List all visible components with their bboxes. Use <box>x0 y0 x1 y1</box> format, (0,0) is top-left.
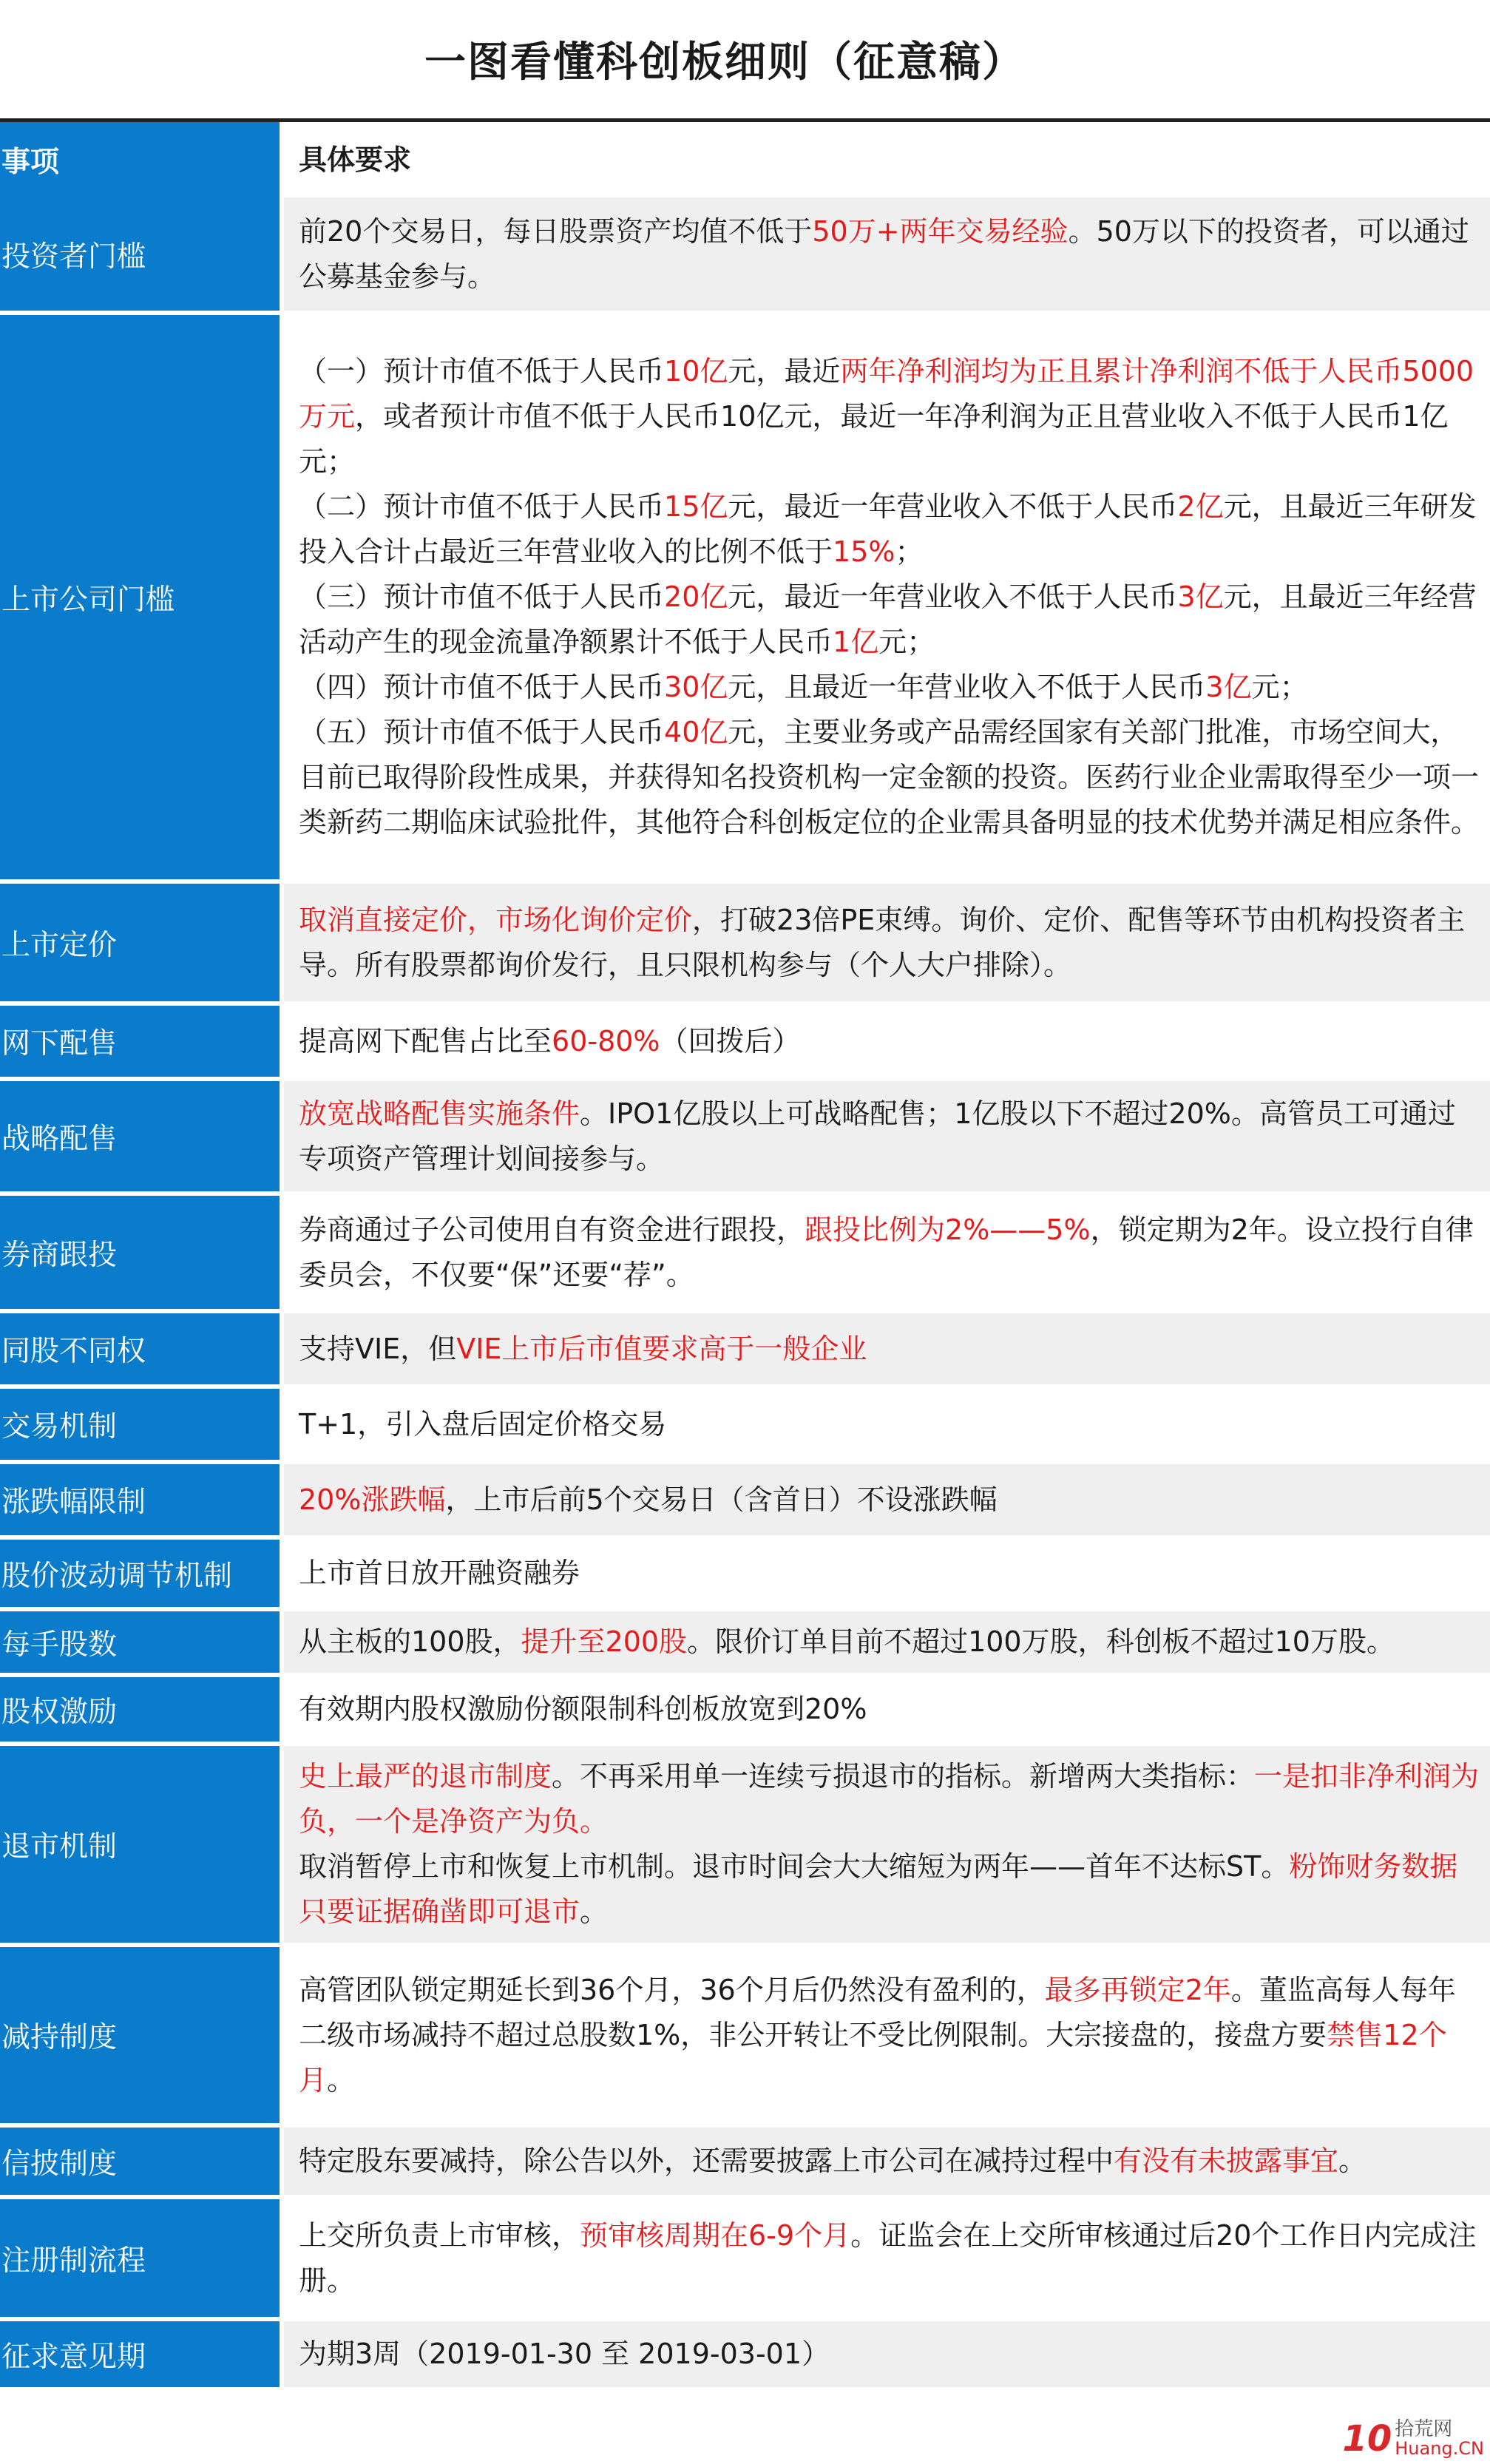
detail-text: 。不再采用单一连续亏损退市的指标。新增两大类指标： <box>552 1760 1255 1793</box>
detail-text: ，上市后前5个交易日（含首日）不设涨跌幅 <box>445 1483 998 1516</box>
detail-text: T+1，引入盘后固定价格交易 <box>299 1407 667 1441</box>
table-row <box>0 1196 1490 1309</box>
detail-text: 从主板的100股， <box>299 1625 521 1658</box>
detail-paragraph <box>299 209 1480 299</box>
detail-text: 。50万以下的投资者，可以通过公募基金参与。 <box>299 214 1469 293</box>
detail-text: 元，且最近一年营业收入不低于人民币 <box>728 671 1206 703</box>
detail-paragraph <box>299 1551 1480 1596</box>
highlight-text: 20亿 <box>664 581 728 613</box>
highlight-text: 1亿 <box>833 626 879 658</box>
detail-text: 元； <box>878 626 935 658</box>
highlight-text: 3亿 <box>1205 671 1252 703</box>
row-label: 券商跟投 <box>0 1196 280 1309</box>
detail-text: ； <box>895 535 924 568</box>
detail-paragraph <box>299 1327 1480 1372</box>
detail-paragraph <box>299 1402 1480 1447</box>
detail-text: 元，且最近三年经营活动产生的现金流量净额累计不低于人民币 <box>299 581 1477 658</box>
header-detail: 具体要求 <box>299 143 412 176</box>
row-label: 注册制流程 <box>0 2199 280 2317</box>
row-detail <box>284 1006 1490 1077</box>
detail-paragraph <box>299 2213 1480 2304</box>
table-row <box>0 1677 1490 1742</box>
row-detail <box>284 197 1490 311</box>
highlight-text: 两年净利润均为正且累计净利润不低于人民币5000万元 <box>299 355 1474 433</box>
table-row <box>0 315 1490 879</box>
row-detail <box>284 1464 1490 1535</box>
detail-text: 前20个交易日，每日股票资产均值不低于 <box>299 214 813 248</box>
logo-cn: 拾荒网 <box>1395 2418 1453 2440</box>
row-detail <box>284 1081 1490 1191</box>
row-detail <box>284 315 1490 879</box>
table-row <box>0 1540 1490 1607</box>
row-label: 征求意见期 <box>0 2321 280 2387</box>
row-label: 信披制度 <box>0 2128 280 2195</box>
table-row <box>0 1313 1490 1384</box>
table-row <box>0 884 1490 1001</box>
detail-paragraph <box>299 1208 1480 1298</box>
highlight-text: 最多再锁定2年 <box>1044 1973 1231 2006</box>
detail-text: 元，主要业务或产品需经国家有关部门批准，市场空间大，目前已取得阶段性成果，并获得知名投资机构一定金额的投资。医药行业企业需取得至少一项一类新药二期临床试验批件，其他符合科创板定位的企业需具备明显的技术优势并满足相应条件。 <box>299 716 1480 839</box>
row-label: 交易机制 <box>0 1389 280 1460</box>
detail-text: 。 <box>580 1895 609 1928</box>
rules-table <box>0 122 1490 2387</box>
highlight-text: 取消直接定价，市场化询价定价 <box>299 903 693 936</box>
highlight-text: 跟投比例为2%——5% <box>805 1213 1091 1246</box>
detail-text: （三）预计市值不低于人民币 <box>299 581 665 613</box>
logo-en: Huang.CN <box>1395 2438 1484 2459</box>
row-label: 涨跌幅限制 <box>0 1464 280 1535</box>
table-row <box>0 1611 1490 1673</box>
detail-text: 元，且最近三年研发投入合计占最近三年营业收入的比例不低于 <box>299 490 1477 568</box>
table-row <box>0 1746 1490 1943</box>
highlight-text: 15% <box>833 535 895 568</box>
detail-text: 有效期内股权激励份额限制科创板放宽到20% <box>299 1693 867 1725</box>
highlight-text: VIE上市后市值要求高于一般企业 <box>456 1332 867 1365</box>
detail-text: 券商通过子公司使用自有资金进行跟投， <box>299 1213 805 1246</box>
table-row <box>0 2128 1490 2195</box>
detail-paragraph <box>299 1019 1480 1064</box>
table-row <box>0 1464 1490 1535</box>
table-row <box>0 197 1490 311</box>
table-header-row <box>0 122 1490 197</box>
detail-text: ，或者预计市值不低于人民币10亿元，最近一年净利润为正且营业收入不低于人民币1亿元； <box>299 400 1449 478</box>
detail-text: ，打破23倍PE束缚。询价、定价、配售等环节由机构投资者主导。所有股票都询价发行，且只限机构参与（个人大户排除）。 <box>299 903 1466 981</box>
detail-paragraph <box>299 1619 1480 1665</box>
detail-text: 。董监高每人每年二级市场减持不超过总股数1%，非公开转让不受比例限制。大宗接盘的，接盘方要 <box>299 1973 1456 2051</box>
row-detail <box>284 1677 1490 1742</box>
highlight-text: 禁售12个月 <box>299 2018 1447 2096</box>
detail-paragraph <box>299 1687 1480 1732</box>
detail-text: （回拨后） <box>660 1024 801 1057</box>
detail-text: 取消暂停上市和恢复上市机制。退市时间会大大缩短为两年——首年不达标ST。 <box>299 1850 1290 1883</box>
detail-text: 元，最近一年营业收入不低于人民币 <box>728 490 1178 523</box>
detail-paragraph <box>299 1968 1480 2103</box>
detail-paragraph <box>299 484 1480 575</box>
detail-text: 。限价订单目前不超过100万股，科创板不超过10万股。 <box>687 1625 1395 1658</box>
row-label: 减持制度 <box>0 1947 280 2123</box>
detail-text: 特定股东要减持，除公告以外，还需要披露上市公司在减持过程中 <box>299 2145 1114 2177</box>
detail-paragraph <box>299 575 1480 665</box>
row-label: 股权激励 <box>0 1677 280 1742</box>
highlight-text: 提升至200股 <box>521 1625 688 1658</box>
highlight-text: 15亿 <box>664 490 728 523</box>
detail-text: 。IPO1亿股以上可战略配售；1亿股以下不超过20%。高管员工可通过专项资产管理计划间接参与。 <box>299 1097 1456 1175</box>
highlight-text: 史上最严的退市制度 <box>299 1760 552 1793</box>
highlight-text: 预审核周期在6-9个月 <box>580 2218 851 2252</box>
logo-number: 10 <box>1342 2418 1392 2460</box>
table-row <box>0 1947 1490 2123</box>
detail-text: 元，最近一年营业收入不低于人民币 <box>728 581 1178 613</box>
row-detail <box>284 1389 1490 1460</box>
row-detail <box>284 1313 1490 1384</box>
detail-text: ，锁定期为2年。设立投行自律委员会，不仅要“保”还要“荐”。 <box>299 1213 1474 1291</box>
table-row <box>0 2199 1490 2317</box>
detail-text: （五）预计市值不低于人民币 <box>299 716 665 748</box>
highlight-text: 2亿 <box>1177 490 1224 523</box>
detail-text: （一）预计市值不低于人民币 <box>299 355 665 387</box>
detail-text: 元，最近 <box>728 355 841 387</box>
detail-text: 元； <box>1251 671 1308 703</box>
row-label: 退市机制 <box>0 1746 280 1943</box>
detail-text: 上交所负责上市审核， <box>299 2218 580 2252</box>
row-detail <box>284 1746 1490 1943</box>
page-title: 一图看懂科创板细则（征意稿） <box>424 38 1025 87</box>
row-label: 每手股数 <box>0 1611 280 1673</box>
table-row <box>0 2321 1490 2387</box>
detail-paragraph <box>299 710 1480 845</box>
row-label: 战略配售 <box>0 1081 280 1191</box>
highlight-text: 60-80% <box>552 1024 660 1057</box>
detail-text: 。 <box>327 2063 356 2096</box>
detail-paragraph <box>299 1478 1480 1523</box>
detail-paragraph <box>299 1754 1480 1844</box>
highlight-text: 10亿 <box>664 355 728 387</box>
site-logo <box>1342 2418 1484 2460</box>
detail-text: 高管团队锁定期延长到36个月，36个月后仍然没有盈利的， <box>299 1973 1045 2006</box>
highlight-text: 粉饰财务数据只要证据确凿即可退市 <box>299 1850 1458 1928</box>
highlight-text: 50万+两年交易经验 <box>812 214 1069 248</box>
row-detail <box>284 1540 1490 1607</box>
detail-text: 支持VIE，但 <box>299 1332 457 1365</box>
detail-paragraph <box>299 2332 1480 2377</box>
detail-paragraph <box>299 665 1480 710</box>
detail-text: （四）预计市值不低于人民币 <box>299 671 665 703</box>
highlight-text: 20%涨跌幅 <box>299 1483 446 1516</box>
detail-paragraph <box>299 349 1480 484</box>
header-item: 事项 <box>0 122 280 197</box>
detail-paragraph <box>299 1091 1480 1182</box>
highlight-text: 放宽战略配售实施条件 <box>299 1097 580 1130</box>
table-row <box>0 1006 1490 1077</box>
row-label: 上市定价 <box>0 884 280 1001</box>
detail-text: （二）预计市值不低于人民币 <box>299 490 665 523</box>
detail-paragraph <box>299 1844 1480 1935</box>
row-detail <box>284 2321 1490 2387</box>
row-label: 投资者门槛 <box>0 197 280 311</box>
detail-text: 为期3周（2019-01-30 至 2019-03-01） <box>299 2338 830 2370</box>
row-detail <box>284 1196 1490 1309</box>
row-label: 股价波动调节机制 <box>0 1540 280 1607</box>
detail-paragraph <box>299 898 1480 988</box>
table-row <box>0 1389 1490 1460</box>
detail-text: 提高网下配售占比至 <box>299 1024 552 1057</box>
row-detail <box>284 2128 1490 2195</box>
highlight-text: 40亿 <box>664 716 728 748</box>
highlight-text: 有没有未披露事宜 <box>1114 2145 1339 2177</box>
row-detail <box>284 884 1490 1001</box>
table-row <box>0 1081 1490 1191</box>
row-label: 上市公司门槛 <box>0 315 280 879</box>
row-detail <box>284 1611 1490 1673</box>
detail-text: 。证监会在上交所审核通过后20个工作日内完成注册。 <box>299 2218 1477 2297</box>
highlight-text: 3亿 <box>1177 581 1224 613</box>
highlight-text: 30亿 <box>664 671 728 703</box>
detail-paragraph <box>299 2139 1480 2184</box>
detail-text: 。 <box>1338 2145 1367 2177</box>
row-label: 网下配售 <box>0 1006 280 1077</box>
row-label: 同股不同权 <box>0 1313 280 1384</box>
detail-text: 上市首日放开融资融券 <box>299 1557 580 1589</box>
row-detail <box>284 2199 1490 2317</box>
row-detail <box>284 1947 1490 2123</box>
highlight-text: 一是扣非净利润为负，一个是净资产为负。 <box>299 1760 1480 1838</box>
